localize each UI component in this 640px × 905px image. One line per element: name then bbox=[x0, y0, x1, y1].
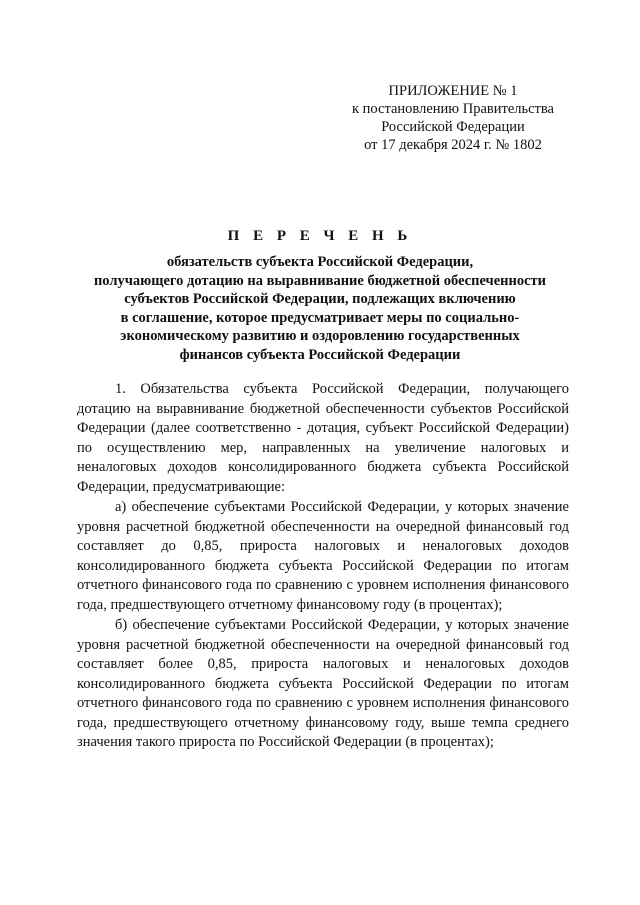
paragraph-1a: а) обеспечение субъектами Российской Федерации, у которых значение уровня расчетной бюджетной обеспеченности на очередной финансовый год составляет до 0,85, прироста налоговых и неналоговых доходов консолидированного бюджета субъекта Российской Федерации по итогам отчетного финансового года по сравнению с уровнем исполнения финансового года, предшествующего отчетному финансовому году (в процентах); bbox=[77, 499, 569, 613]
heading-line: обязательств субъекта Российской Федерации, bbox=[166, 254, 474, 270]
annex-number: ПРИЛОЖЕНИЕ № 1 bbox=[388, 83, 518, 99]
heading-line: получающего дотацию на выравнивание бюджетной обеспеченности bbox=[93, 272, 547, 289]
heading-line: субъектов Российской Федерации, подлежащих включению bbox=[124, 291, 516, 307]
heading-title: П Е Р Е Ч Е Н Ь bbox=[227, 228, 413, 244]
document-heading bbox=[60, 226, 580, 364]
annex-date: от 17 декабря 2024 г. № 1802 bbox=[364, 137, 542, 153]
annex-federation: Российской Федерации bbox=[381, 119, 525, 135]
paragraph-1: 1. Обязательства субъекта Российской Федерации, получающего дотацию на выравнивание бюджетной обеспеченности субъектов Российской Федерации (далее соответственно - дотация, субъект Российской Федерации) по осуществлению мер, направленных на увеличение налоговых и неналоговых доходов консолидированного бюджета субъекта Российской Федерации, предусматривающие: bbox=[77, 381, 569, 495]
heading-line: в соглашение, которое предусматривает меры по социально- bbox=[120, 309, 520, 326]
paragraph-1b: б) обеспечение субъектами Российской Федерации, у которых значение уровня расчетной бюджетной обеспеченности на очередной финансовый год составляет более 0,85, прироста налоговых и неналоговых доходов консолидированного бюджета субъекта Российской Федерации по итогам отчетного финансового года по сравнению с уровнем исполнения финансового года, предшествующего отчетному финансовому году, выше темпа среднего значения такого прироста по Российской Федерации (в процентах); bbox=[77, 617, 569, 750]
annex-resolution: к постановлению Правительства bbox=[352, 101, 554, 117]
document-body bbox=[77, 380, 569, 754]
heading-line: финансов субъекта Российской Федерации bbox=[179, 346, 461, 363]
annex-block bbox=[330, 82, 576, 154]
heading-line: экономическому развитию и оздоровлению государственных bbox=[120, 328, 520, 344]
